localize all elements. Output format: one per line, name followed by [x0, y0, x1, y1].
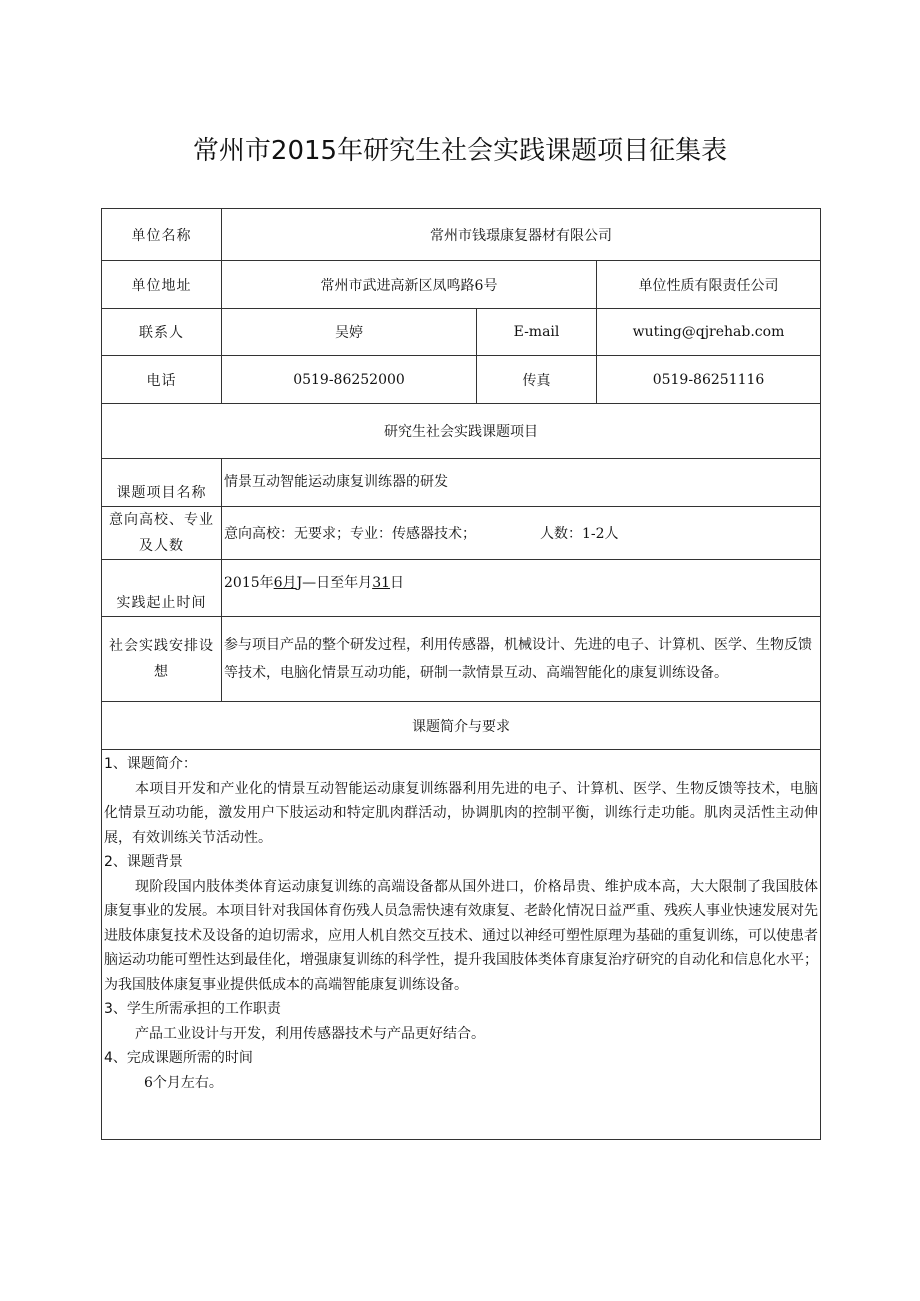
- school-label: 意向高校、专业及人数: [102, 507, 222, 560]
- project-name-value: 情景互动智能运动康复训练器的研发: [222, 459, 821, 507]
- contact-row: [102, 309, 821, 356]
- contact-value: 吴婷: [222, 309, 477, 356]
- intro-paragraph-2: 现阶段国内肢体类体育运动康复训练的高端设备都从国外进口，价格昂贵、维护成本高，大大限制了我国肢体康复事业的发展。本项目针对我国体育伤残人员急需快速有效康复、老龄化情况日益严重、残疾人事业快速发展对先进肢体康复技术及设备的迫切需求，应用人机自然交互技术、通过以神经可塑性原理为基础的重复训练，可以使患者脑运动功能可塑性达到最佳化，增强康复训练的科学性，提升我国肢体类体育康复治疗研究的自动化和信息化水平；为我国肢体康复事业提供低成本的高端智能康复训练设备。: [104, 878, 818, 993]
- project-section-row: [102, 404, 821, 459]
- email-label: E-mail: [477, 309, 597, 356]
- unit-name-label: 单位名称: [102, 209, 222, 261]
- intro-heading-3: 3、学生所需承担的工作职责: [104, 1001, 281, 1017]
- fax-value: 0519-86251116: [597, 356, 821, 404]
- plan-value: 参与项目产品的整个研发过程，利用传感器，机械设计、先进的电子、计算机、医学、生物反馈等技术，电脑化情景互动功能，研制一款情景互动、高端智能化的康复训练设备。: [222, 617, 821, 702]
- intro-body: [102, 750, 821, 1140]
- plan-row: [102, 617, 821, 702]
- unit-address-label: 单位地址: [102, 261, 222, 309]
- unit-address-row: [102, 261, 821, 309]
- contact-label: 联系人: [102, 309, 222, 356]
- intro-paragraph-4: 6个月左右。: [144, 1074, 223, 1091]
- unit-name-value: 常州市钱璟康复器材有限公司: [222, 209, 821, 261]
- project-name-row: [102, 459, 821, 507]
- intro-heading-1: 1、课题简介：: [104, 756, 197, 772]
- page-title: 常州市2015年研究生社会实践课题项目征集表: [192, 136, 728, 166]
- time-row: [102, 560, 821, 617]
- school-value-cell: [222, 507, 821, 560]
- intro-section-title: 课题简介与要求: [102, 702, 821, 750]
- unit-name-row: [102, 209, 821, 261]
- fax-label: 传真: [477, 356, 597, 404]
- intro-heading-2: 2、课题背景: [104, 854, 183, 870]
- project-section-title: 研究生社会实践课题项目: [102, 404, 821, 459]
- unit-address-value: 常州市武进高新区凤鸣路6号: [222, 261, 597, 309]
- unit-nature: 单位性质有限责任公司: [597, 261, 821, 309]
- intro-body-row: [102, 750, 821, 1140]
- intro-paragraph-1: 本项目开发和产业化的情景互动智能运动康复训练器利用先进的电子、计算机、医学、生物反馈等技术，电脑化情景互动功能，激发用户下肢运动和特定肌肉群活动，协调肌肉的控制平衡，训练行走功能。肌肉灵活性主动伸展，有效训练关节活动性。: [104, 780, 818, 846]
- phone-value: 0519-86252000: [222, 356, 477, 404]
- intro-paragraph-3: 产品工业设计与开发，利用传感器技术与产品更好结合。: [135, 1025, 485, 1042]
- phone-row: [102, 356, 821, 404]
- application-form-table: [101, 208, 821, 1140]
- school-row: [102, 507, 821, 560]
- email-value: wuting@qjrehab.com: [597, 309, 821, 356]
- time-label: 实践起止时间: [102, 560, 222, 617]
- intro-heading-4: 4、完成课题所需的时间: [104, 1050, 253, 1066]
- plan-label: 社会实践安排设想: [102, 617, 222, 702]
- time-value: 2015年6月J—日至年月31日: [222, 560, 821, 617]
- people-value: 人数：1-2人: [540, 526, 619, 542]
- school-value: 意向高校：无要求；专业：传感器技术；: [224, 526, 476, 542]
- intro-section-row: [102, 702, 821, 750]
- project-name-label: 课题项目名称: [102, 459, 222, 507]
- phone-label: 电话: [102, 356, 222, 404]
